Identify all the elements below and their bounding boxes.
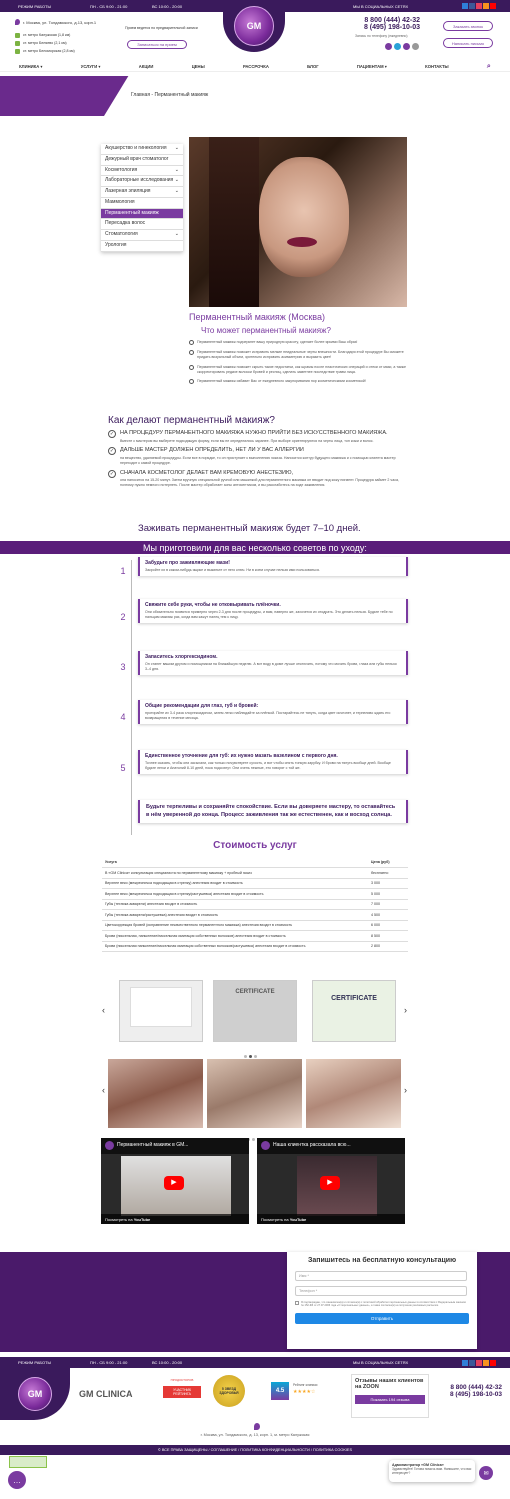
- sidebar-item[interactable]: Урология: [101, 241, 183, 252]
- intro-subtitle: Что может перманентный макияж?: [201, 326, 331, 335]
- table-row: Брови (пиксельная, напыление/пиксельная имитация собственных волосков) анестезия входит в стоимость 8 500: [102, 931, 408, 942]
- certificate-image[interactable]: [119, 980, 203, 1042]
- tip-card: Общие рекомендации для глаз, губ и бровей: протирайте их 3-4 раза хлоргексидином, затем легко наблюдайте за плёнкой. Постарайтесь не тянуть, когда цвет исчезнет, и терпеливо ждать его возвращения в течение месяца.: [138, 700, 408, 724]
- next-arrow-icon[interactable]: ›: [404, 1005, 407, 1015]
- chevron-down-icon: ⌄: [174, 166, 179, 173]
- submit-button[interactable]: Отправить: [295, 1313, 469, 1324]
- chevron-down-icon: ⌄: [174, 188, 179, 194]
- check-icon: [189, 340, 194, 345]
- facebook-icon[interactable]: [469, 3, 475, 9]
- video-title: Перманентный макияж в GM...: [101, 1138, 249, 1154]
- sidebar-item[interactable]: Косметология ⌄: [101, 166, 183, 177]
- phone-block: [357, 17, 420, 31]
- star-rating: ★★★★☆: [293, 1389, 316, 1395]
- footer-address: г. Москва, ул. Толдамского, д. 13, корп. 1, м. метро Калужская: [200, 1433, 310, 1437]
- callback-button[interactable]: Заказать звонок: [443, 21, 493, 31]
- nav-installments[interactable]: РАССРОЧКА: [242, 64, 269, 69]
- play-icon[interactable]: ▶: [320, 1176, 340, 1190]
- intro-point: Перманентный макияж поможет исправить мелкие неидеальные черты внешности. Благодаря этой процедуре Вы сможете придать визуальный объем, зрительно исправить асимметрию и выразить цвет!: [189, 350, 409, 360]
- social-label: МЫ В СОЦИАЛЬНЫХ СЕТЯХ: [353, 3, 409, 9]
- video-player[interactable]: [101, 1138, 249, 1224]
- prices-title: Стоимость услуг: [213, 840, 297, 851]
- tip-card: Свяжите себе руки, чтобы не отковыривать плёночки. Они обязательно появятся примерно через 2-3 дня после процедуры, и вам, наверно же, захочется их отодрать. Это делать нельзя. Будьте тебе по пальцам макияж раз, когда вам кажут палец тем к лицу.: [138, 599, 408, 623]
- tip-number: 2: [120, 612, 126, 622]
- consent-checkbox[interactable]: [295, 1301, 299, 1305]
- nav-blog[interactable]: БЛОГ: [307, 64, 319, 69]
- hair-shape: [209, 137, 259, 307]
- sidebar: [101, 144, 183, 252]
- channel-avatar: [105, 1141, 114, 1150]
- table-row: Верхнее веко (межресничка подходящая в стрелку/растушевка) анестезия входит в стоимость 5 000: [102, 889, 408, 900]
- tip-number: 1: [120, 566, 126, 576]
- certificate-image[interactable]: CERTIFICATE: [312, 980, 396, 1042]
- prev-arrow-icon[interactable]: ‹: [102, 1005, 105, 1015]
- name-input[interactable]: Имя *: [295, 1271, 467, 1281]
- show-reviews-button[interactable]: Показать 194 отзыва: [355, 1395, 425, 1404]
- consultation-form: [287, 1252, 477, 1349]
- sunday-hours: ВС 10:00 - 20:00: [152, 3, 183, 9]
- tip-number: 5: [120, 763, 126, 773]
- play-icon[interactable]: ▶: [164, 1176, 184, 1190]
- metro-item: ст. метро Беломорская (2,8 км): [15, 47, 75, 55]
- rating-note: Рейтинг клиники ★★★★☆: [293, 1383, 341, 1395]
- metro-icon: [15, 49, 20, 54]
- weekday-hours: ПН - СБ 9:00 - 21:00: [90, 3, 128, 9]
- whatsapp-icon[interactable]: [403, 43, 410, 50]
- youtube-icon[interactable]: [490, 3, 496, 9]
- sidebar-item[interactable]: Дежурный врач стоматолог: [101, 155, 183, 166]
- check-circle-icon: ✓: [109, 431, 115, 437]
- certificate-image[interactable]: CERTIFICATE: [213, 980, 297, 1042]
- yandex-badge[interactable]: [9, 1456, 47, 1468]
- facebook-icon[interactable]: [469, 1360, 475, 1366]
- intro-point: Перманентный макияж поможет скрыть такие недостатки, как шрамы после пластических операций и отеки от мази, а также скорректировать редкие волоски бровей и ресниц, сделать заметнее последствие травм лица.: [189, 365, 409, 375]
- chat-icon[interactable]: ✉: [479, 1466, 493, 1480]
- table-row: Верхнее веко (межресничка подходящая в стрелку) анестезия входит в стоимость 3 000: [102, 878, 408, 889]
- chat-popup[interactable]: Администратор «GM Clinica» Здравствуйте! Готова помочь вам. Напишите, что вас интересует?: [389, 1460, 475, 1482]
- footer-phones: 8 800 (444) 42-32 8 (495) 198-10-03: [449, 1384, 502, 1398]
- youtube-icon[interactable]: [490, 1360, 496, 1366]
- footer-top-bar: РЕЖИМ РАБОТЫ ПН - СБ 9:00 - 21:00 ВС 10:00 - 20:00 МЫ В СОЦИАЛЬНЫХ СЕТЯХ: [0, 1357, 510, 1368]
- ok-icon[interactable]: [483, 3, 489, 9]
- brows-photo[interactable]: [306, 1059, 401, 1128]
- main-nav: [0, 62, 510, 72]
- notice-text: Прием ведется по предварительной записи: [125, 26, 198, 30]
- search-icon[interactable]: ⌕: [486, 62, 491, 70]
- table-row: В «GM Clinica» консультация специалиста по перманентному макияжу + пробный эскиз бесплатно: [102, 868, 408, 879]
- video-player[interactable]: [257, 1138, 405, 1224]
- sidebar-item[interactable]: Лазерная эпиляция ⌄: [101, 187, 183, 198]
- next-arrow-icon[interactable]: ›: [404, 1085, 407, 1095]
- map-pin-icon: [15, 19, 20, 25]
- logo[interactable]: [223, 0, 285, 52]
- channel-avatar: [261, 1141, 270, 1150]
- hours-label: РЕЖИМ РАБОТЫ: [18, 3, 52, 9]
- logo-mark: GM: [234, 6, 274, 46]
- health-award-badge[interactable]: 5 ЗВЕЗД ЗДОРОВЬЯ: [213, 1375, 245, 1407]
- tip-card: Единственное уточнение для губ: их нужно мазать вазелином с первого дня. Точнее сказать, чтобы они засыхали, как только почувствуете сухость, и вот чтобы снять тонкую зарубку. И брови на тянуть вообще дней. Вообще будьте легки и Анатолий 8-10 дней, пока подсохнут. Они очень нежные, это говорят с той же.: [138, 750, 408, 774]
- metro-list: [15, 31, 75, 55]
- brows-photo[interactable]: [207, 1059, 302, 1128]
- metro-icon: [15, 33, 20, 38]
- table-row: Цветокоррекция бровей (исправление некачественного перманентного макияжа) анестезия входит в стоимость 6 000: [102, 920, 408, 931]
- phone-2[interactable]: 8 (495) 198-10-03: [363, 24, 420, 31]
- footer-links[interactable]: © ВСЕ ПРАВА ЗАЩИЩЕНЫ / СОГЛАШЕНИЕ / ПОЛИТИКА КОНФИДЕНЦИАЛЬНОСТИ / ПОЛИТИКА COOKIES: [0, 1445, 510, 1455]
- address-block: [15, 19, 96, 25]
- footer-brand: GM CLINICA: [79, 1389, 133, 1399]
- watch-on-youtube[interactable]: Посмотреть на YouTube: [101, 1214, 249, 1224]
- sidebar-item[interactable]: Пересадка волос: [101, 219, 183, 230]
- how-step: ✓ НА ПРОЦЕДУРУ ПЕРМАНЕНТНОГО МАКИЯЖА НУЖНО ПРИЙТИ БЕЗ ИСКУССТВЕННОГО МАКИЯЖА. Вместе с мастером вы выберете подходящую форму, если вы не определились заранее. При выборе ориентируются на черты лица, тон кожи и волос.: [109, 430, 388, 443]
- form-title: Запишитесь на бесплатную консультацию: [307, 1257, 457, 1264]
- reviews-widget: Отзывы наших клиентов на ZOON Показать 194 отзыва: [351, 1374, 429, 1418]
- check-icon: [189, 379, 194, 384]
- instagram-icon[interactable]: [476, 3, 482, 9]
- signup-button[interactable]: Записаться на прием: [127, 40, 187, 49]
- chevron-down-icon: ⌄: [174, 177, 179, 184]
- sidebar-item-active[interactable]: Перманентный макияж: [101, 209, 183, 220]
- nav-promo[interactable]: АКЦИИ: [138, 64, 154, 69]
- how-step: ✓ СНАЧАЛА КОСМЕТОЛОГ ДЕЛАЕТ ВАМ КРЕМОВУЮ АНЕСТЕЗИЮ, она наносится на 15-20 минут. Затем вручную специальной ручной или машинкой для перманентного макияжа он вводит под кожу пигмент. Процедура займет 2 часа, поэтому нужно немного потерпеть. После мастер обработает зоны антисептиком, и вы расслабитесь на ходе заживления.: [109, 469, 400, 488]
- brows-photo[interactable]: [108, 1059, 203, 1128]
- phone-note: Запись по телефону (ежедневно): [355, 34, 408, 38]
- chevron-down-icon: ⌄: [174, 145, 179, 151]
- how-title: Как делают перманентный макияж?: [108, 415, 275, 426]
- consent-block: Я подтверждаю, что ознакомлен(а) и согласен(а) с политикой обработки персональных данных в соответствии с Федеральным законом № 152-ФЗ от 27.07.2006 года «О персональных данных», а также согласен(а) на получение рекламных рассылок.: [295, 1301, 469, 1308]
- table-row: Губы (техника акварели) анестезия входит в стоимость 7 000: [102, 899, 408, 910]
- timeline-line: [131, 560, 132, 835]
- messenger-icons: [385, 43, 419, 50]
- nav-patients[interactable]: ПАЦИЕНТАМ ▾: [356, 64, 387, 69]
- tips-banner: Мы приготовили для вас несколько советов по уходу:: [0, 541, 510, 554]
- social-icons: [462, 3, 496, 9]
- price-table: Услуга Цена (руб) В «GM Clinica» консультация специалиста по перманентному макияжу + пробный эскиз бесплатно Верхнее веко (межресничка подходящая в стрелку) анестезия входит в стоимость 3 000 Верхнее веко (межресничка подходящая в стрелку/растушевка) анестезия входит в стоимость 5 000 Губы (техника акварели) анестезия входит в стоимость 7 000 Губы (техника акварели/растушевка) анестезия входит в стоимость 4 500 Цветокоррекция бровей (исправление некачественного перманентного макияжа) анестезия входит в стоимость 6 000 Брови (пиксельная, напыление/пиксельная имитация собственных волосков) анестезия входит в стоимость 8 500 Брови (пиксельная напыление/пиксельная имитация собственных волосков/растушевка) анестезия входит в стоимость 2 800: [102, 857, 408, 952]
- check-icon: [189, 350, 194, 355]
- nav-prices[interactable]: ЦЕНЫ: [191, 64, 205, 69]
- table-row: Брови (пиксельная напыление/пиксельная имитация собственных волосков/растушевка) анестезия входит в стоимость 2 800: [102, 941, 408, 952]
- table-row: Губы (техника акварели/растушевка) анестезия входит в стоимость 4 500: [102, 910, 408, 921]
- face-shape: [259, 157, 349, 277]
- social-icons: [462, 1360, 496, 1366]
- prodoctorov-badge[interactable]: ПРОДОКТОРОВ УЧАСТНИК РЕЙТИНГА: [163, 1378, 201, 1408]
- phone-input[interactable]: Телефон *: [295, 1286, 467, 1296]
- sidebar-item[interactable]: Лабораторные исследования ⌄: [101, 176, 183, 187]
- telegram-icon[interactable]: [394, 43, 401, 50]
- ok-icon[interactable]: [483, 1360, 489, 1366]
- tip-card-final: Будьте терпеливы и сохраняйте спокойствие. Если вы доверяете мастеру, то оставайтесь в нём уверенной до конца. Процесс заживления так же естественен, как и восход солнца.: [138, 800, 408, 823]
- tip-card: Забудьте про заживляющие мази! Закройте их в каком-нибудь ящике и выкиньте от него ключ. Ни в коем случае нельзя ими пользоваться.: [138, 557, 408, 576]
- viber-icon[interactable]: [385, 43, 392, 50]
- lips-shape: [287, 237, 317, 247]
- intro-point: Перманентный макияж избавит Вас от ежедневного закупоривания пор косметическими косметикой!: [189, 379, 409, 384]
- vk-icon[interactable]: [462, 1360, 468, 1366]
- check-circle-icon: ✓: [109, 470, 115, 477]
- sidebar-item[interactable]: Акушерство и гинекология ⌄: [101, 144, 183, 155]
- metro-item: ст. метро Беляево (2,1 км): [15, 39, 75, 47]
- metro-item: ст. метро Калужская (1,8 км): [15, 31, 75, 39]
- prev-arrow-icon[interactable]: ‹: [102, 1085, 105, 1095]
- tip-number: 3: [120, 662, 126, 672]
- check-circle-icon: ✓: [109, 448, 115, 455]
- metro-icon: [15, 41, 20, 46]
- hero-photo: [189, 137, 407, 307]
- intro-points: [189, 340, 409, 384]
- breadcrumb[interactable]: Главная - Перманентный макияж: [131, 92, 209, 98]
- tip-card: Запаситесь хлоргексидином. Он станет вашим другом и помощником на ближайшую неделю. А вот воду в доме лучше отключить, потому что мочить брови, глаза или губы нельзя 3–4 дня.: [138, 651, 408, 675]
- instagram-icon[interactable]: [476, 1360, 482, 1366]
- rating-value: 4.5: [271, 1382, 289, 1400]
- footer-logo[interactable]: GM: [0, 1368, 70, 1420]
- check-icon: [189, 365, 194, 370]
- address-text: г. Москва, ул. Толдамского, д.13, корп.1: [23, 19, 97, 25]
- chat-bubble-icon[interactable]: …: [8, 1471, 26, 1489]
- vk-icon[interactable]: [462, 3, 468, 9]
- map-pin-icon: [254, 1423, 260, 1430]
- write-button[interactable]: Написать письмо: [443, 38, 493, 48]
- video-title: Наша клиентка рассказала всю...: [257, 1138, 405, 1154]
- nav-contacts[interactable]: КОНТАКТЫ: [425, 64, 449, 69]
- nav-services[interactable]: УСЛУГИ ▾: [80, 64, 101, 69]
- chevron-down-icon: ⌄: [174, 231, 179, 237]
- sidebar-item[interactable]: Маммология: [101, 198, 183, 209]
- healing-text: Заживать перманентный макияж будет 7–10 дней.: [138, 523, 361, 534]
- watch-on-youtube[interactable]: Посмотреть на YouTube: [257, 1214, 405, 1224]
- phone-1[interactable]: 8 800 (444) 42-32: [364, 17, 420, 24]
- tip-number: 4: [120, 712, 126, 722]
- how-steps: [108, 430, 410, 488]
- sidebar-item[interactable]: Стоматология ⌄: [101, 230, 183, 241]
- nav-clinic[interactable]: КЛИНИКА ▾: [19, 64, 43, 69]
- intro-title: Перманентный макияж (Москва): [189, 312, 325, 322]
- how-step: ✓ ДАЛЬШЕ МАСТЕР ДОЛЖЕН ОПРЕДЕЛИТЬ, НЕТ ЛИ У ВАС АЛЛЕРГИИ на вещество, удаляемой процедуры. Если все в порядке, то он приступает к выполнению эскиза. Наносится контур будущего макияжа и с помощью клиента мастер переходит к самой процедуре.: [109, 447, 396, 465]
- intro-point: Перманентный макияж подчеркнет вашу природную красоту, сделает более яркими Ваш образ!: [189, 340, 409, 345]
- phone-icon[interactable]: [412, 43, 419, 50]
